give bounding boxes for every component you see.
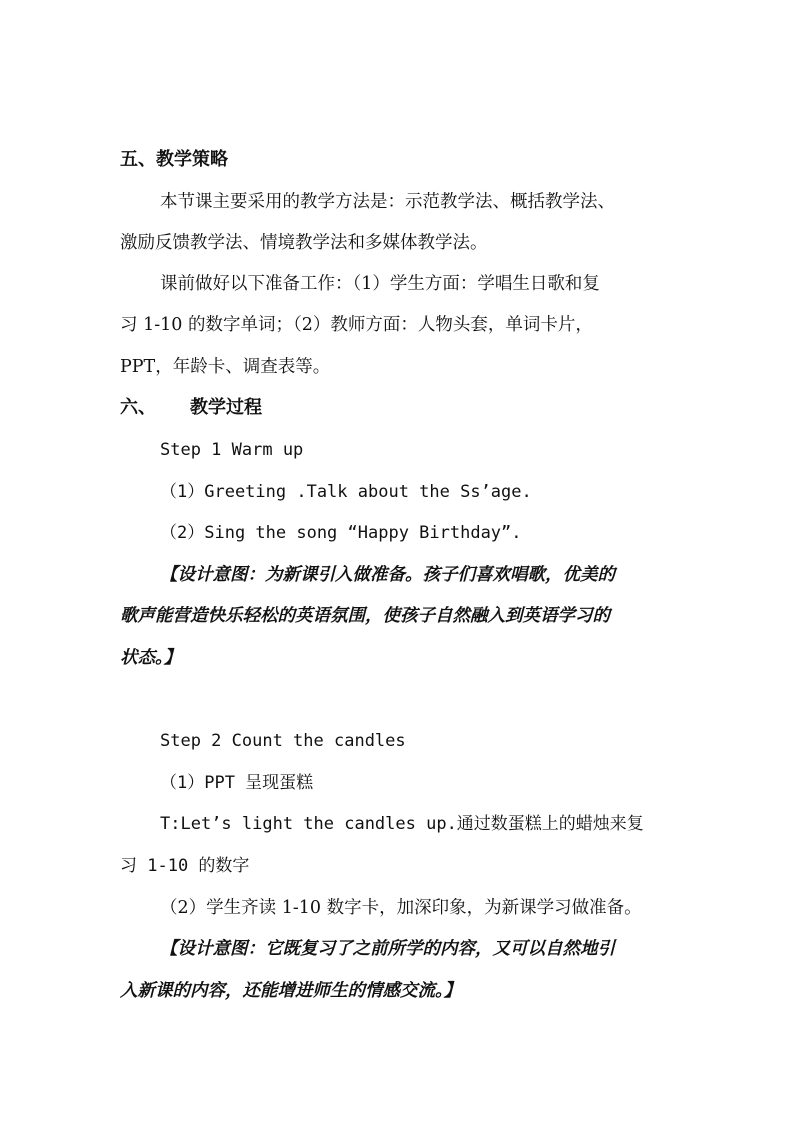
- paragraph-line: 习 1-10 的数字单词；（2）教师方面：人物头套，单词卡片，: [120, 315, 593, 335]
- design-intent-line: 入新课的内容，还能增进师生的情感交流。】: [120, 981, 462, 1001]
- design-intent-line: 【设计意图：它既复习了之前所学的内容，又可以自然地引: [160, 939, 615, 959]
- section-heading-number: 六、: [120, 397, 156, 418]
- step-item: （1）PPT 呈现蛋糕: [160, 773, 314, 793]
- paragraph-line: 激励反馈教学法、情境教学法和多媒体教学法。: [120, 233, 488, 253]
- design-intent-line: 歌声能营造快乐轻松的英语氛围，使孩子自然融入到英语学习的: [120, 606, 610, 626]
- paragraph-line: 课前做好以下准备工作：（1）学生方面：学唱生日歌和复: [160, 274, 600, 294]
- paragraph-line: 本节课主要采用的教学方法是：示范教学法、概括教学法、: [160, 192, 615, 212]
- design-intent-line: 状态。】: [120, 648, 182, 668]
- paragraph-line: PPT，年龄卡、调查表等。: [120, 357, 331, 377]
- step-item-detail: T:Let’s light the candles up.通过数蛋糕上的蜡烛来复: [160, 814, 644, 834]
- section-heading-teaching-strategy: 五、教学策略: [120, 149, 228, 170]
- step-title: Step 2 Count the candles: [160, 731, 406, 751]
- section-heading-teaching-process: 教学过程: [190, 397, 262, 418]
- design-intent-line: 【设计意图：为新课引入做准备。孩子们喜欢唱歌，优美的: [160, 565, 615, 585]
- step-item: （1）Greeting .Talk about the Ss’age.: [160, 482, 532, 502]
- step-item-detail: 习 1-10 的数字: [120, 856, 250, 876]
- step-item: （2）学生齐读 1-10 数字卡，加深印象，为新课学习做准备。: [160, 898, 642, 918]
- step-title: Step 1 Warm up: [160, 440, 304, 460]
- step-item: （2）Sing the song “Happy Birthday”.: [160, 523, 522, 543]
